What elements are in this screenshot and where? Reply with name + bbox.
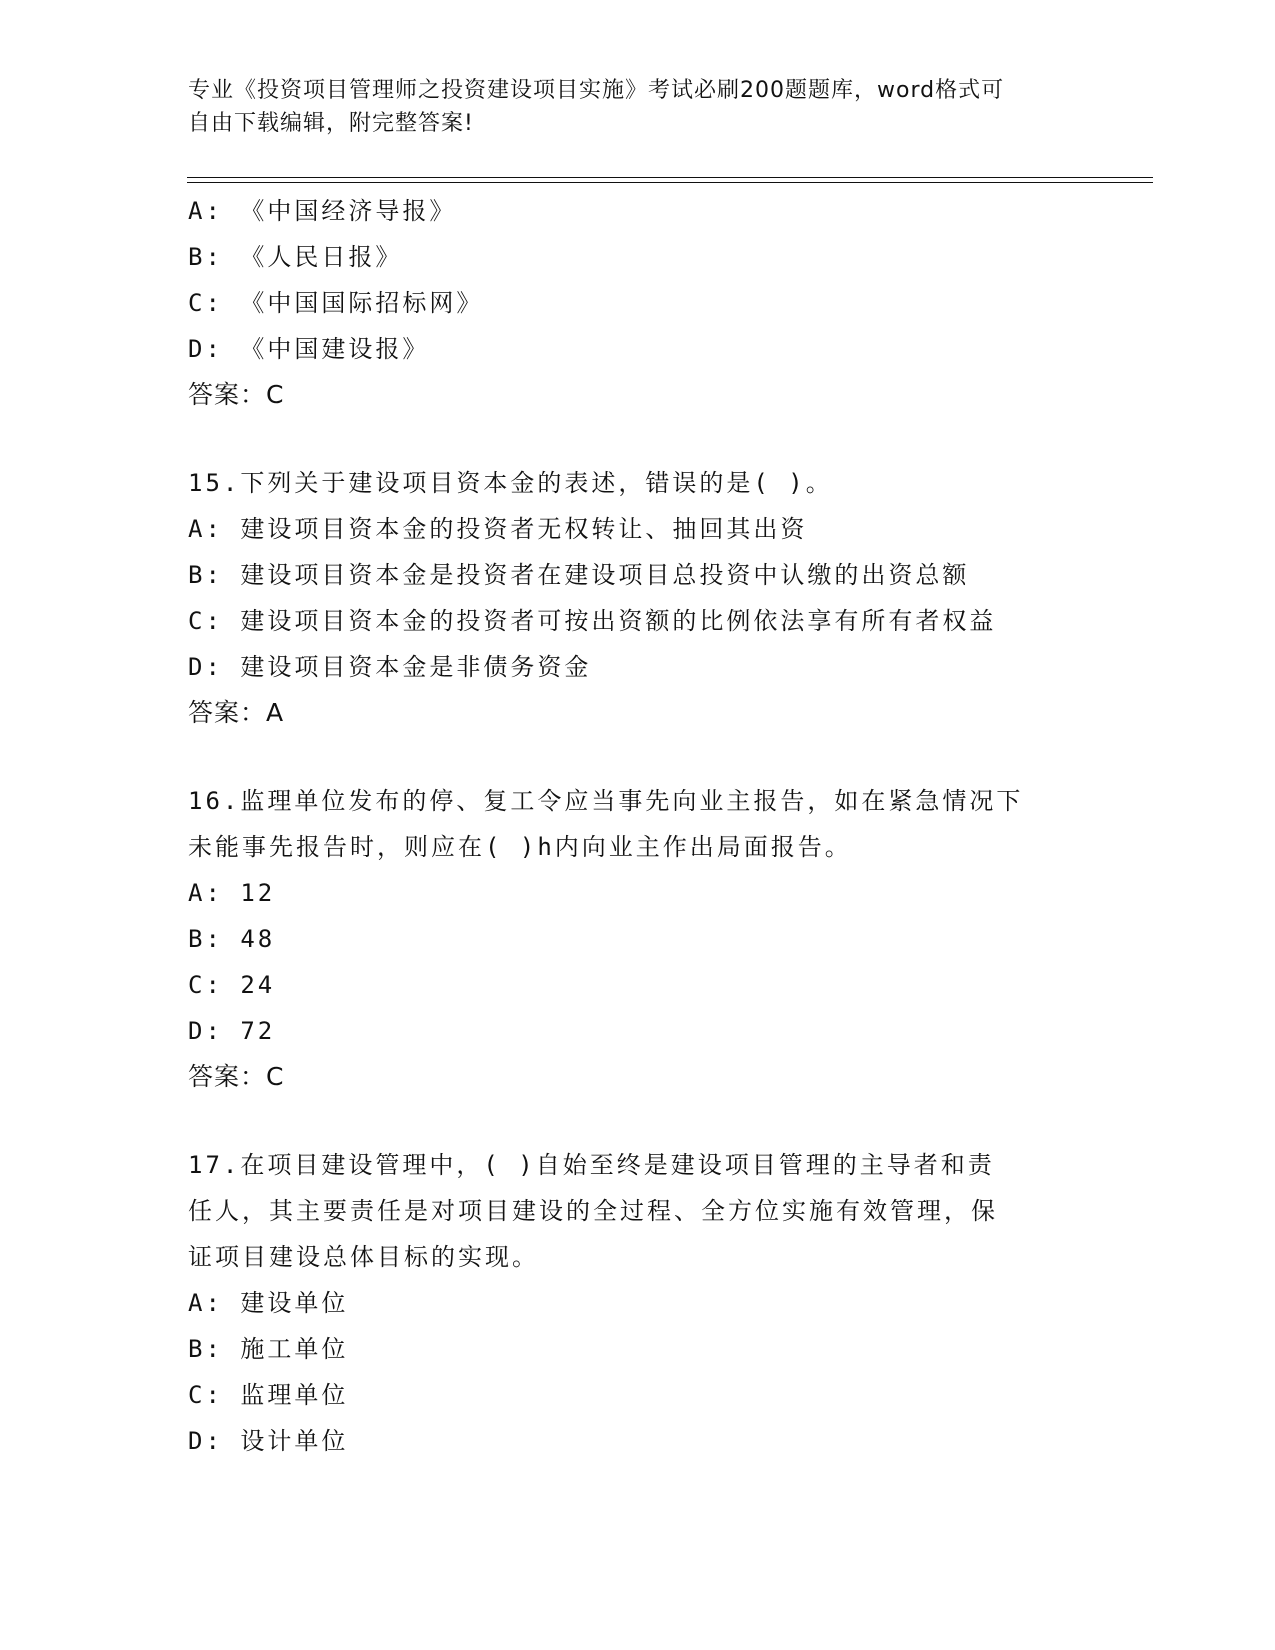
option-d: D: 72	[188, 1017, 276, 1045]
option-d: D: 建设项目资本金是非债务资金	[188, 653, 592, 681]
header-rule-top	[187, 177, 1153, 178]
option-c: C: 监理单位	[188, 1381, 349, 1409]
option-b: B: 48	[188, 925, 276, 953]
option-c: C: 24	[188, 971, 276, 999]
option-b: B: 施工单位	[188, 1335, 349, 1363]
question-stem-line-2: 任人，其主要责任是对项目建设的全过程、全方位实施有效管理，保	[188, 1197, 998, 1225]
question-list	[188, 188, 1088, 1464]
option-c: C: 《中国国际招标网》	[188, 289, 484, 317]
answer: 答案：A	[188, 698, 285, 727]
option-d: D: 《中国建设报》	[188, 335, 430, 363]
document-header	[188, 74, 1088, 140]
question-17	[188, 1142, 1088, 1464]
question-14	[188, 188, 1088, 418]
option-a: A: 建设单位	[188, 1289, 349, 1317]
option-c: C: 建设项目资本金的投资者可按出资额的比例依法享有所有者权益	[188, 607, 997, 635]
question-stem-line-1: 16.监理单位发布的停、复工令应当事先向业主报告，如在紧急情况下	[188, 787, 1024, 815]
option-b: B: 《人民日报》	[188, 243, 403, 271]
option-d: D: 设计单位	[188, 1427, 349, 1455]
header-line-2: 自由下载编辑，附完整答案!	[188, 111, 474, 136]
header-rule-bottom	[187, 182, 1153, 183]
option-a: A: 12	[188, 879, 276, 907]
answer: 答案：C	[188, 380, 285, 409]
option-a: A: 建设项目资本金的投资者无权转让、抽回其出资	[188, 515, 808, 543]
question-16	[188, 778, 1088, 1100]
question-15	[188, 460, 1088, 736]
option-a: A: 《中国经济导报》	[188, 197, 457, 225]
option-b: B: 建设项目资本金是投资者在建设项目总投资中认缴的出资总额	[188, 561, 970, 589]
question-stem: 15.下列关于建设项目资本金的表述，错误的是( )。	[188, 469, 833, 497]
answer: 答案：C	[188, 1062, 285, 1091]
header-line-1: 专业《投资项目管理师之投资建设项目实施》考试必刷200题题库，word格式可	[188, 78, 1005, 103]
question-stem-line-3: 证项目建设总体目标的实现。	[188, 1243, 539, 1271]
question-stem-line-1: 17.在项目建设管理中，( )自始至终是建设项目管理的主导者和责	[188, 1151, 995, 1179]
question-stem-line-2: 未能事先报告时，则应在( )h内向业主作出局面报告。	[188, 833, 852, 861]
